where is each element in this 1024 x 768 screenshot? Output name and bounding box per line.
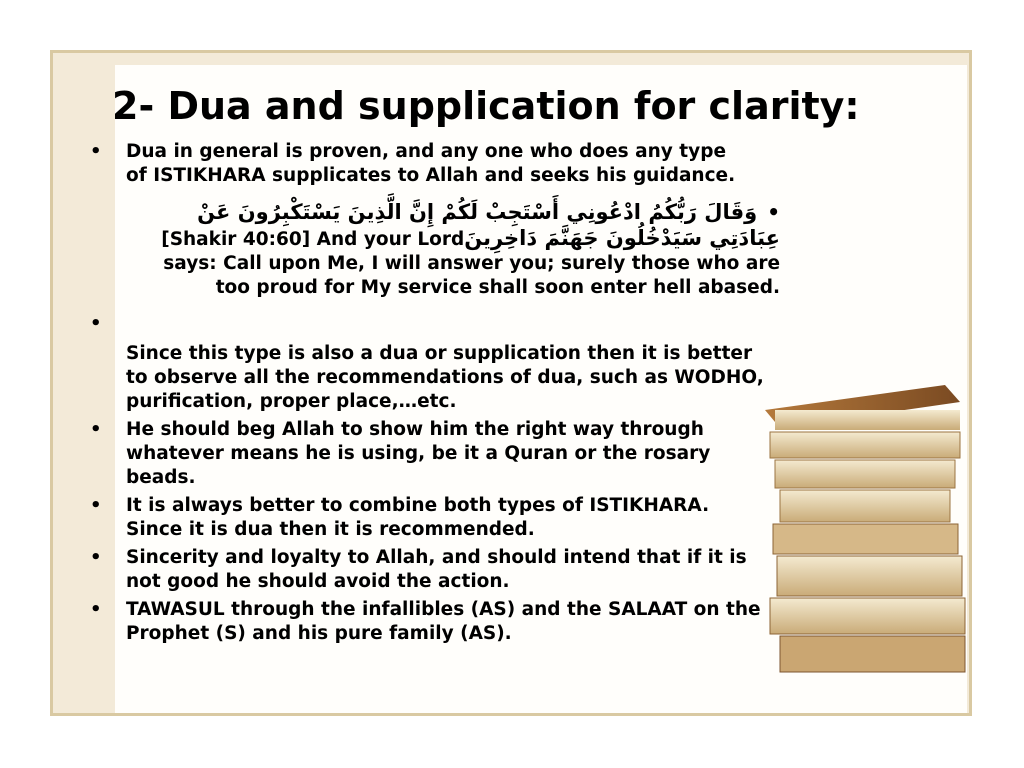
slide-title: 2- Dua and supplication for clarity:: [112, 84, 860, 128]
bullet-4: [90, 494, 770, 542]
bullet-marker: •: [90, 419, 102, 440]
book-6: [777, 556, 962, 596]
bullet-1: [90, 140, 746, 188]
book-8: [780, 636, 965, 672]
bullet-2-text: Since this type is also a dua or supplication then it is better to observe all the recommendations of dua, such as WODHO, purification, proper place,…etc.: [126, 343, 764, 412]
book-2: [770, 432, 960, 458]
book-stack-image: [755, 380, 975, 680]
bullet-5-text: Sincerity and loyalty to Allah, and should intend that if it is not good he should avoid the action.: [126, 547, 747, 592]
book-1: [765, 385, 960, 430]
verse-translation: [Shakir 40:60] And your Lord says: Call upon Me, I will answer you; surely those who are too proud for My service shall soon enter hell abased.: [161, 229, 780, 298]
book-4: [780, 490, 950, 522]
bullet-4-text: It is always better to combine both types of ISTIKHARA. Since it is dua then it is recommended.: [126, 495, 710, 540]
bullet-marker: •: [90, 313, 102, 334]
bullet-1-text: Dua in general is proven, and any one who does any type of ISTIKHARA supplicates to Allah and seeks his guidance.: [126, 141, 736, 186]
bullet-6-text: TAWASUL through the infallibles (AS) and the SALAAT on the Prophet (S) and his pure family (AS).: [126, 599, 761, 644]
bullet-marker: •: [90, 547, 102, 568]
empty-line: [126, 312, 770, 336]
quran-quote: [150, 200, 780, 300]
bullet-6: [90, 598, 770, 646]
bullet-3-text: He should beg Allah to show him the right way through whatever means he is using, be it a Quran or the rosary beads.: [126, 419, 711, 488]
bullet-marker: •: [90, 141, 102, 162]
bullet-marker: •: [90, 495, 102, 516]
bullet-3: [90, 418, 770, 490]
bullet-marker: •: [90, 599, 102, 620]
bullet-5: [90, 546, 770, 594]
arabic-verse: وَقَالَ رَبُّكُمُ ادْعُونِي أَسْتَجِبْ لَكُمْ إِنَّ الَّذِينَ يَسْتَكْبِرُونَ عَنْ عِبَادَتِي سَيَدْخُلُونَ جَهَنَّمَ دَاخِرِينَ: [197, 200, 780, 250]
book-3: [775, 460, 955, 488]
bullet-2: [90, 312, 770, 414]
sub-bullet-marker: •: [767, 200, 780, 224]
slide-content: [90, 140, 780, 646]
book-5: [773, 524, 958, 554]
book-7: [770, 598, 965, 634]
